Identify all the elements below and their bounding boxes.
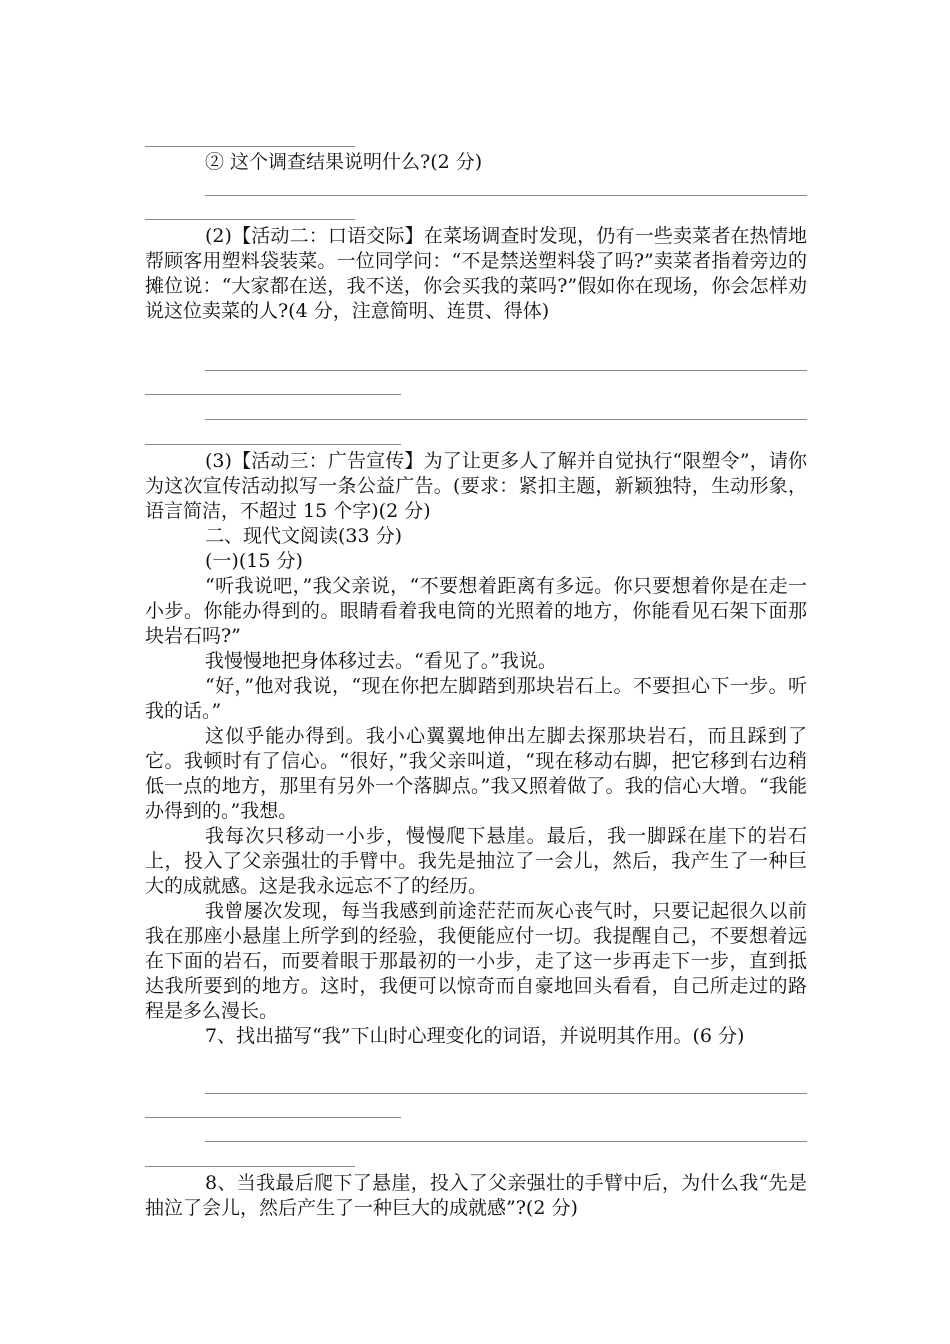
answer-line (145, 219, 355, 220)
answer-line (145, 1117, 401, 1118)
answer-line (205, 195, 807, 196)
answer-line (205, 419, 807, 420)
activity-2-question: (2)【活动二：口语交际】在菜场调查时发现，仍有一些卖菜者在热情地帮顾客用塑料袋装菜。一位同学问：“不是禁送塑料袋了吗?”卖菜者指着旁边的摊位说：“大家都在送，我不送，你会买我的菜吗?”假如你在现场，你会怎样劝说这位卖菜的人?(4 分，注意简明、连贯、得体) (145, 225, 807, 322)
passage-paragraph: 我每次只移动一小步，慢慢爬下悬崖。最后，我一脚踩在崖下的岩石上，投入了父亲强壮的手臂中。我先是抽泣了一会儿，然后，我产生了一种巨大的成就感。这是我永远忘不了的经历。 (145, 825, 807, 897)
section-heading: 二、现代文阅读(33 分) (205, 525, 403, 547)
answer-line (145, 146, 355, 147)
question-7: 7、找出描写“我”下山时心理变化的词语，并说明其作用。(6 分) (205, 1025, 745, 1047)
passage-paragraph: 我曾屡次发现，每当我感到前途茫茫而灰心丧气时，只要记起很久以前我在那座小悬崖上所学到的经验，我便能应付一切。我提醒自己，不要想着远在下面的岩石，而要着眼于那最初的一小步，走了这一步再走下一步，直到抵达我所要到的地方。这时，我便可以惊奇而自豪地回头看看，自己所走过的路程是多么漫长。 (145, 900, 807, 1022)
answer-line (145, 394, 401, 395)
passage-paragraph: “听我说吧，”我父亲说，“不要想着距离有多远。你只要想着你是在走一小步。你能办得到的。眼睛看着我电筒的光照着的地方，你能看见石架下面那块岩石吗?” (145, 575, 807, 647)
answer-line (145, 444, 401, 445)
question-6-2: ② 这个调查结果说明什么?(2 分) (205, 151, 483, 173)
answer-line (205, 370, 807, 371)
answer-line (205, 1093, 807, 1094)
activity-3-question: (3)【活动三：广告宣传】为了让更多人了解并自觉执行“限塑令”，请你为这次宣传活动拟写一条公益广告。(要求：紧扣主题，新颖独特，生动形象，语言简洁，不超过 15 个字)(2 分) (145, 450, 807, 522)
answer-line (205, 1141, 807, 1142)
reading-passage (145, 574, 807, 1049)
passage-paragraph: “好，”他对我说，“现在你把左脚踏到那块岩石上。不要担心下一步。听我的话。” (145, 675, 807, 722)
document-page (145, 0, 807, 1344)
answer-line (145, 1166, 355, 1167)
question-8: 8、当我最后爬下了悬崖，投入了父亲强壮的手臂中后，为什么我“先是抽泣了会儿，然后产生了一种巨大的成就感”?(2 分) (145, 1172, 807, 1219)
part-heading: (一)(15 分) (205, 550, 303, 572)
passage-paragraph: 这似乎能办得到。我小心翼翼地伸出左脚去探那块岩石，而且踩到了它。我顿时有了信心。“很好，”我父亲叫道，“现在移动右脚，把它移到右边稍低一点的地方，那里有另外一个落脚点。”我又照着做了。我的信心大增。“我能办得到的。”我想。 (145, 725, 807, 822)
passage-paragraph: 我慢慢地把身体移过去。“看见了。”我说。 (205, 650, 557, 672)
